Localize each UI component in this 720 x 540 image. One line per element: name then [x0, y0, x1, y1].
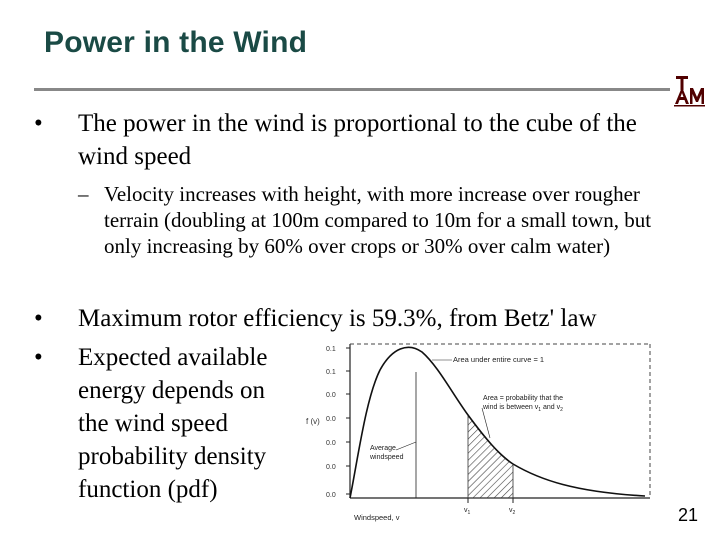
- sub-bullet-mark: –: [78, 182, 89, 206]
- y-tick-label: 0.0: [326, 492, 336, 499]
- y-tick-label: 0.1: [326, 369, 336, 376]
- probability-area: [468, 415, 513, 498]
- page-number: 21: [677, 505, 698, 525]
- annotation-probability: Area = probability that the wind is between $v_1$ and $v_2$: [483, 395, 563, 413]
- y-axis-label: f (v): [306, 417, 320, 426]
- wind-pdf-diagram: [300, 338, 660, 528]
- bullet-power-cube: [34, 107, 674, 177]
- y-tick-label: 0.0: [326, 392, 336, 399]
- bullet-text: The power in the wind is proportional to the cube of the wind speed: [78, 110, 637, 170]
- bullet-text: Expected available energy depends on the wind speed probability density function (pdf): [78, 344, 268, 503]
- sub-bullet-velocity-height: [78, 181, 678, 291]
- average-pointer: [396, 442, 416, 450]
- bullet-mark: •: [34, 110, 43, 137]
- y-tick-marks: [346, 348, 350, 494]
- sub-bullet-text: Velocity increases with height, with more increase over rougher terrain (doubling at 100m compared to 10m for a small town, but only increasing by 60% over crops or 30% over calm water): [104, 182, 652, 258]
- v1-label: $v_1$: [464, 507, 471, 516]
- v2-label: $v_2$: [509, 507, 516, 516]
- annotation-average: Average windspeed: [370, 445, 404, 461]
- bullet-mark: •: [34, 344, 43, 371]
- x-axis-label: Windspeed, v: [354, 513, 400, 522]
- bullet-mark: •: [34, 305, 43, 332]
- bullet-text: Maximum rotor efficiency is 59.3%, from Betz' law: [78, 305, 597, 332]
- slide-title: Power in the Wind: [44, 26, 308, 59]
- atm-logo-icon: [674, 74, 706, 108]
- bullet-betz-law: [34, 302, 684, 336]
- wind-pdf-figure: [300, 338, 660, 528]
- y-tick-label: 0.0: [326, 416, 336, 423]
- y-tick-label: 0.1: [326, 346, 336, 353]
- bullet-expected-energy: [34, 341, 298, 511]
- annotation-area-under-curve: Area under entire curve = 1: [453, 355, 545, 364]
- y-tick-label: 0.0: [326, 440, 336, 447]
- y-tick-label: 0.0: [326, 464, 336, 471]
- title-divider: [34, 88, 670, 91]
